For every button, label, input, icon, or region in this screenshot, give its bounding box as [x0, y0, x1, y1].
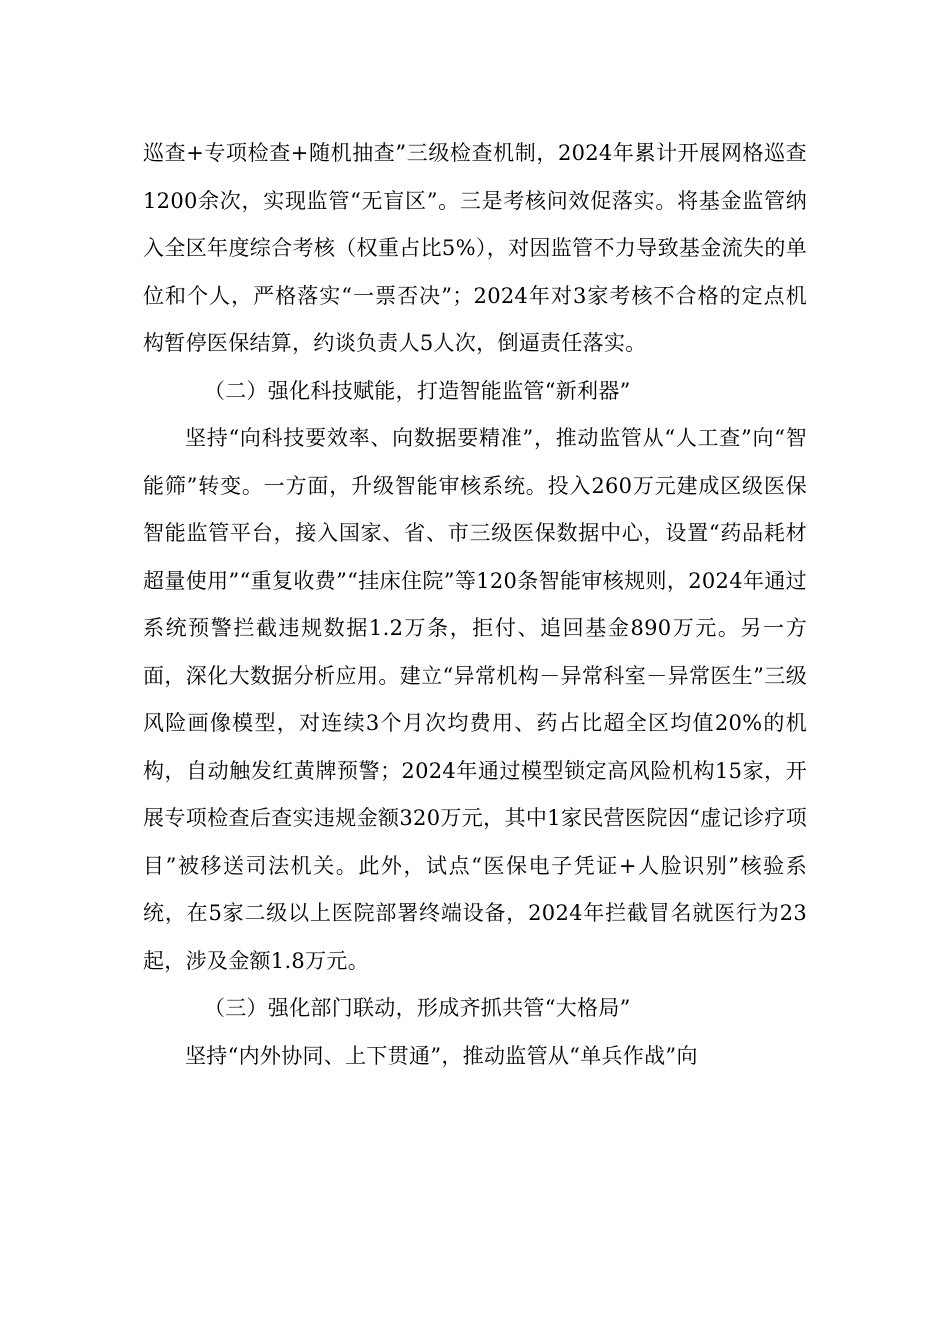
paragraph-department-linkage: 坚持“内外协同、上下贯通”，推动监管从“单兵作战”向: [185, 1043, 698, 1068]
paragraph-continued: 巡查+专项检查+随机抽查”三级检查机制，2024年累计开展网格巡查1200余次，实现监管“无盲区”。三是考核问效促落实。将基金监管纳入全区年度综合考核（权重占比5%），对因监管不力导致基金流失的单位和个人，严格落实“一票否决”；2024年对3家考核不合格的定点机构暂停医保结算，约谈负责人5人次，倒逼责任落实。: [143, 141, 807, 355]
paragraph-tech-empowerment: 坚持“向科技要效率、向数据要精准”，推动监管从“人工查”向“智能筛”转变。一方面，升级智能审核系统。投入260万元建成区级医保智能监管平台，接入国家、省、市三级医保数据中心，设置“药品耗材超量使用”“重复收费”“挂床住院”等120条智能审核规则，2024年通过系统预警拦截违规数据1.2万条，拒付、追回基金890万元。另一方面，深化大数据分析应用。建立“异常机构－异常科室－异常医生”三级风险画像模型，对连续3个月次均费用、药占比超全区均值20%的机构，自动触发红黄牌预警；2024年通过模型锁定高风险机构15家，开展专项检查后查实违规金额320万元，其中1家民营医院因“虚记诊疗项目”被移送司法机关。此外，试点“医保电子凭证+人脸识别”核验系统，在5家二级以上医院部署终端设备，2024年拦截冒名就医行为23起，涉及金额1.8万元。: [143, 426, 807, 973]
section-heading-2: （二）强化科技赋能，打造智能监管“新利器”: [203, 378, 631, 403]
section-heading-3: （三）强化部门联动，形成齐抓共管“大格局”: [203, 996, 631, 1020]
document-body: [143, 130, 807, 1080]
